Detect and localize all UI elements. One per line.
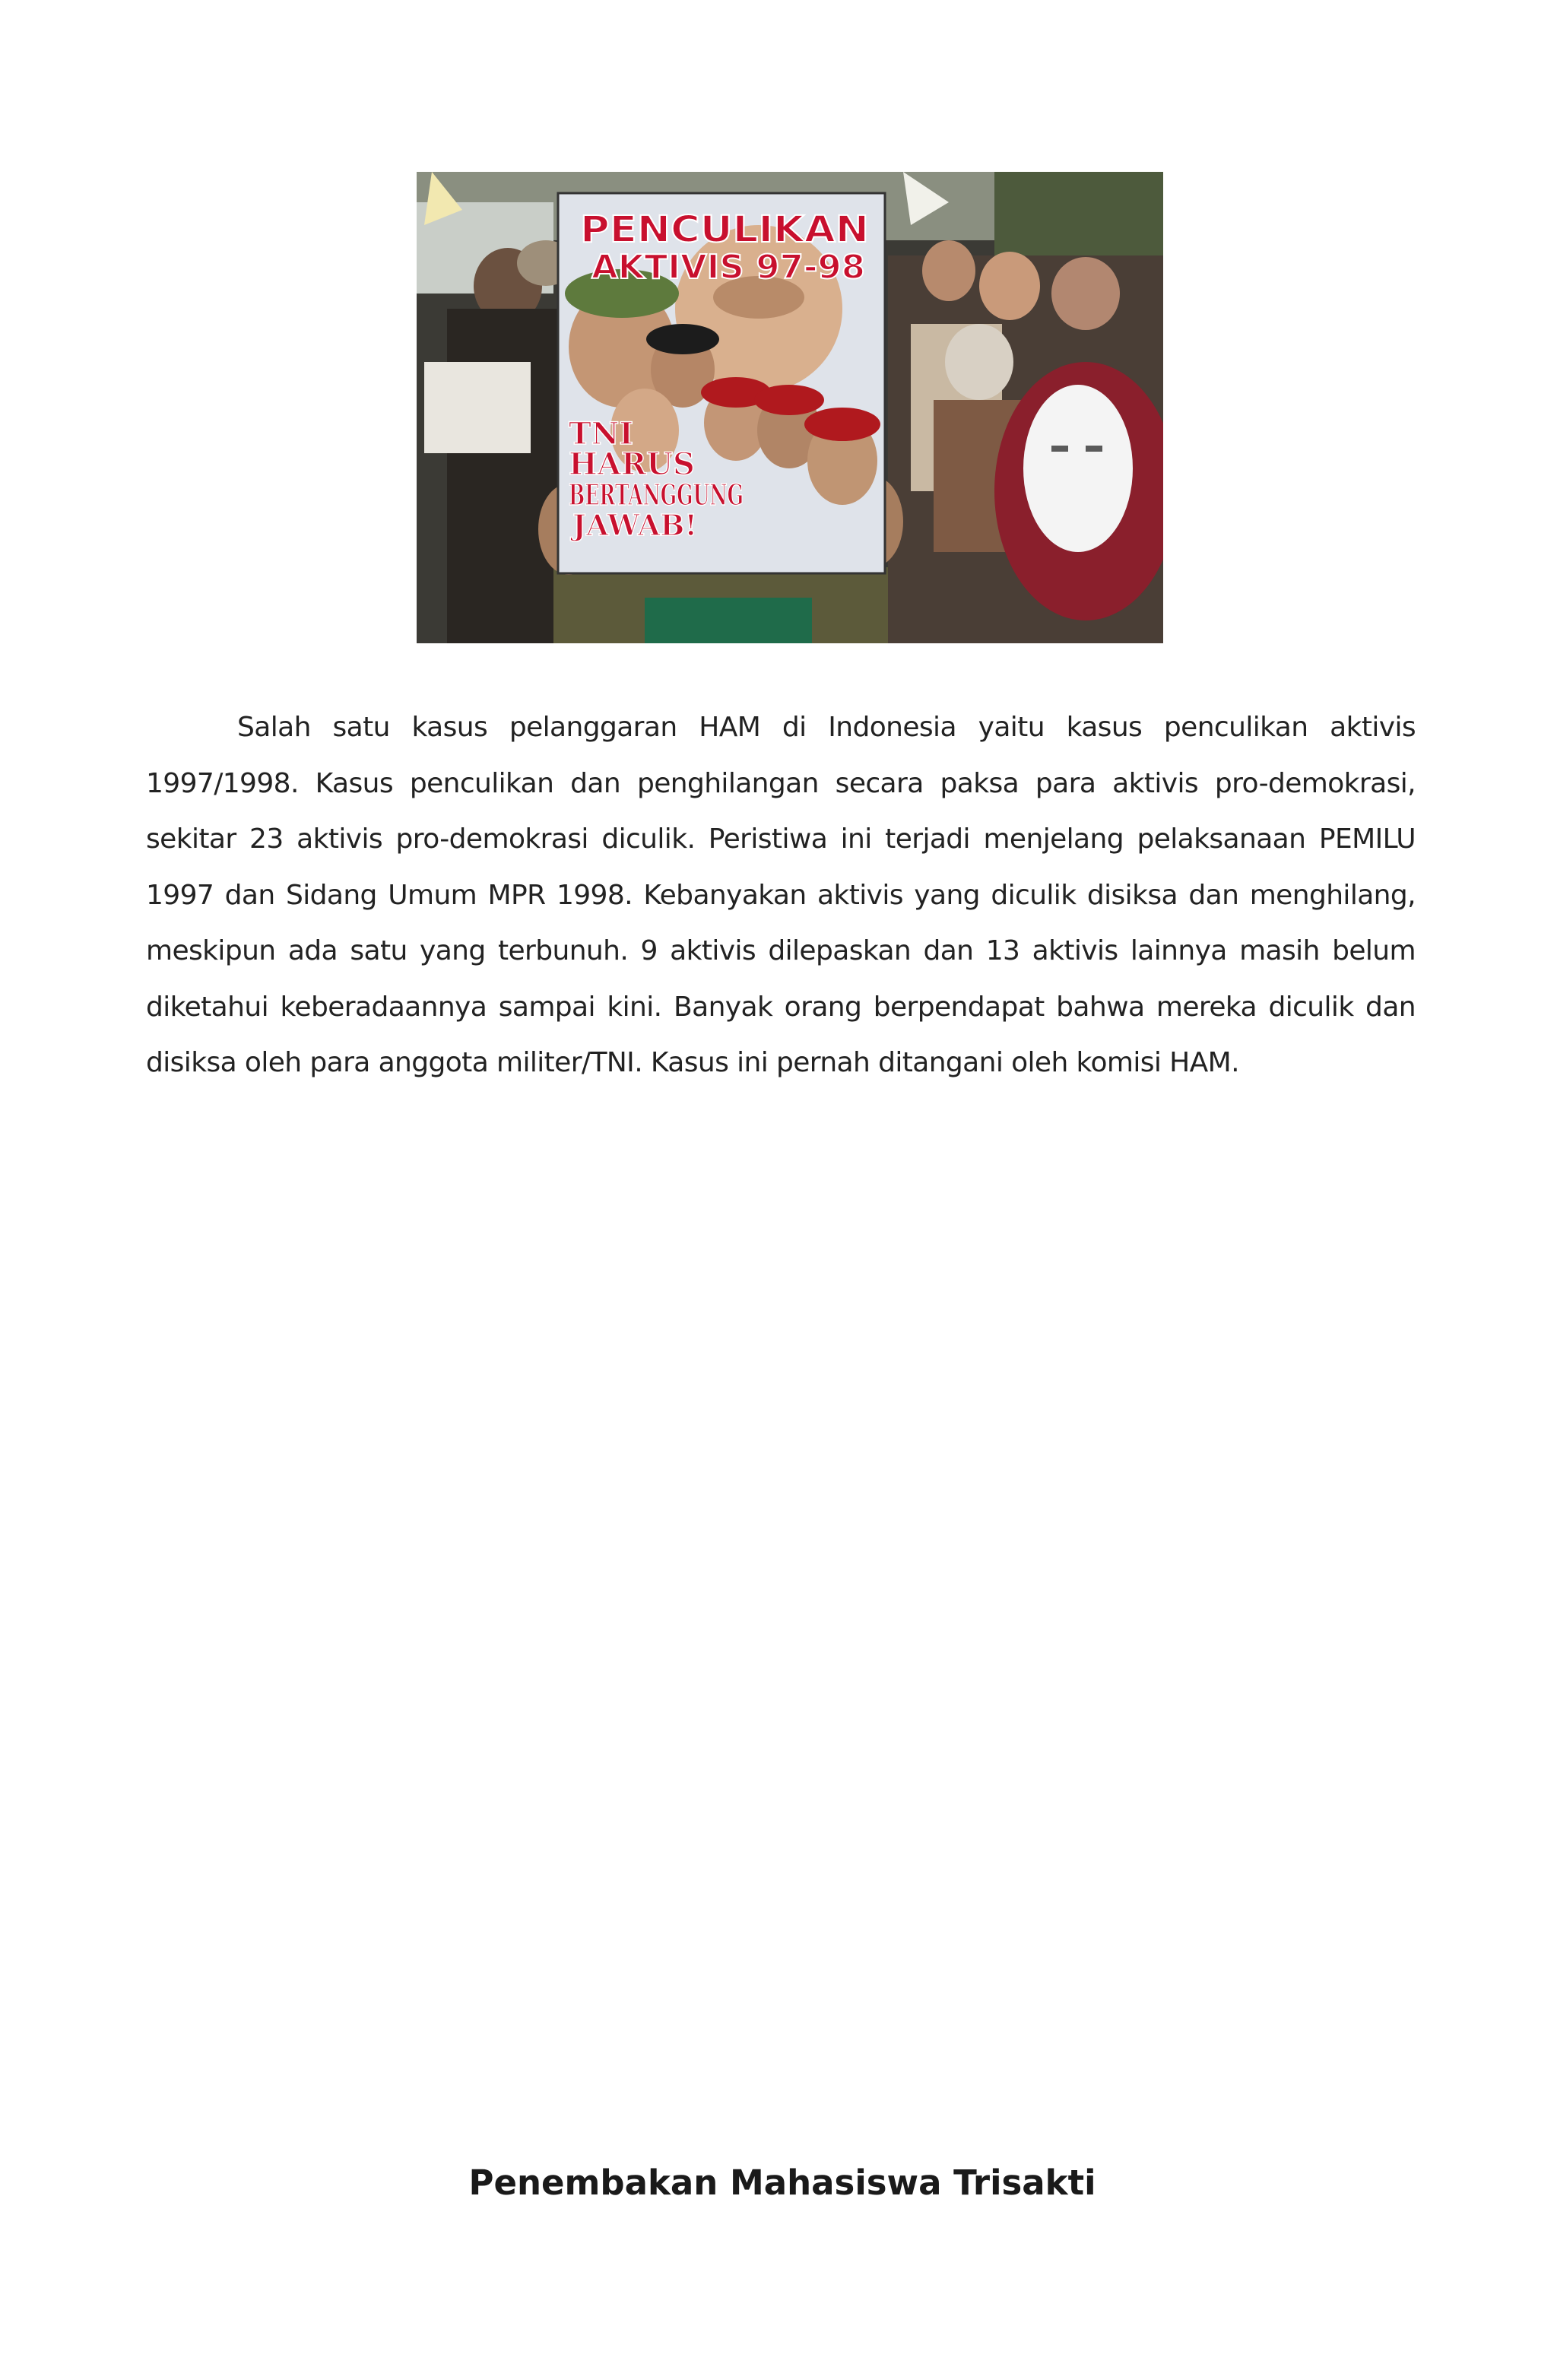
section-heading: Penembakan Mahasiswa Trisakti <box>468 2163 1096 2203</box>
protest-photo <box>417 172 1163 643</box>
sign-slogan-line2: HARUS <box>569 446 695 482</box>
sign-title-line1: PENCULIKAN <box>580 208 869 251</box>
sign-slogan-line4: JAWAB! <box>572 508 698 542</box>
body-paragraph-text: Salah satu kasus pelanggaran HAM di Indonesia yaitu kasus penculikan aktivis 1997/1998. Kasus penculikan dan penghilangan secara paksa para aktivis pro-demokrasi, sekitar 23 aktivis pro-demokrasi diculik. Peristiwa ini terjadi menjelang pelaksanaan PEMILU 1997 dan Sidang Umum MPR 1998. Kebanyakan aktivis yang diculik disiksa dan menghilang, meskipun ada satu yang terbunuh. 9 aktivis dilepaskan dan 13 aktivis lainnya masih belum diketahui keberadaannya sampai kini. Banyak orang berpendapat bahwa mereka diculik dan disiksa oleh para anggota militer/TNI. Kasus ini pernah ditangani oleh komisi HAM. <box>146 712 1416 1078</box>
sign-slogan-line3: BERTANGGUNG <box>569 478 744 512</box>
protest-sign <box>558 193 885 573</box>
sign-slogan-line1: TNI <box>569 416 634 452</box>
sign-title-line2: AKTIVIS 97-98 <box>591 248 865 287</box>
body-paragraph <box>146 700 1416 1091</box>
